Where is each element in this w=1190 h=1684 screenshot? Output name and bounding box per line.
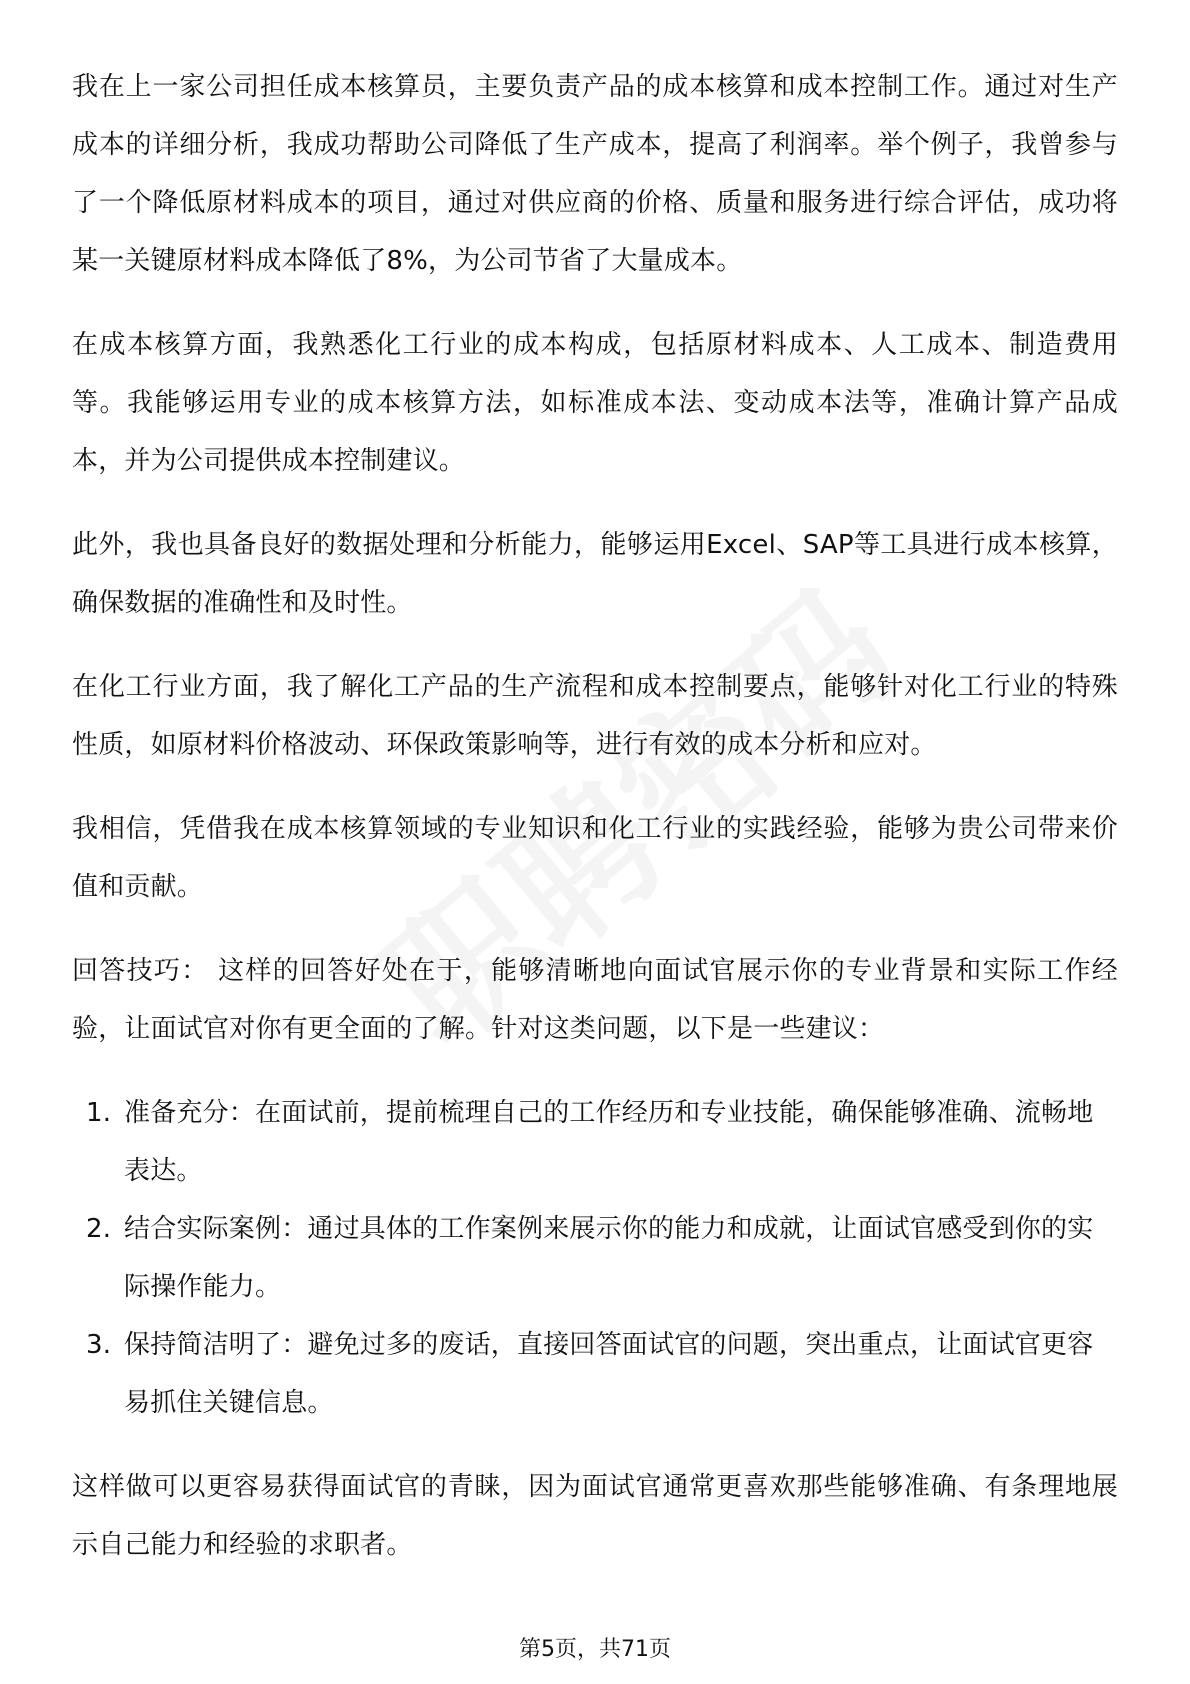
- paragraph-closing: 这样做可以更容易获得面试官的青睐，因为面试官通常更喜欢那些能够准确、有条理地展示自己能力和经验的求职者。: [72, 1472, 1118, 1560]
- paragraph-experience: 我在上一家公司担任成本核算员，主要负责产品的成本核算和成本控制工作。通过对生产成本的详细分析，我成功帮助公司降低了生产成本，提高了利润率。举个例子，我曾参与了一个降低原材料成本的项目，通过对供应商的价格、质量和服务进行综合评估，成功将某一关键原材料成本降低了8%，为公司节省了大量成本。: [72, 72, 1118, 276]
- paragraph-data-skills: 此外，我也具备良好的数据处理和分析能力，能够运用Excel、SAP等工具进行成本核算，确保数据的准确性和及时性。: [72, 530, 1118, 618]
- list-item-number: 3.: [86, 1330, 112, 1360]
- list-item-number: 1.: [86, 1098, 112, 1128]
- paragraph-answer-tips: 回答技巧： 这样的回答好处在于，能够清晰地向面试官展示你的专业背景和实际工作经验，让面试官对你有更全面的了解。针对这类问题，以下是一些建议：: [72, 956, 1118, 1044]
- tips-list: [72, 1084, 1118, 1432]
- list-item-text: 结合实际案例：通过具体的工作案例来展示你的能力和成就，让面试官感受到你的实际操作能力。: [124, 1214, 1094, 1302]
- page-footer: 第5页，共71页: [519, 1637, 671, 1662]
- list-item-text: 准备充分：在面试前，提前梳理自己的工作经历和专业技能，确保能够准确、流畅地表达。: [124, 1098, 1094, 1186]
- list-item: [72, 1316, 1118, 1432]
- list-item: [72, 1084, 1118, 1200]
- list-item-number: 2.: [86, 1214, 112, 1244]
- list-item: [72, 1200, 1118, 1316]
- paragraph-conclusion: 我相信，凭借我在成本核算领域的专业知识和化工行业的实践经验，能够为贵公司带来价值和贡献。: [72, 814, 1118, 902]
- paragraph-cost-accounting: 在成本核算方面，我熟悉化工行业的成本构成，包括原材料成本、人工成本、制造费用等。我能够运用专业的成本核算方法，如标准成本法、变动成本法等，准确计算产品成本，并为公司提供成本控制建议。: [72, 330, 1118, 476]
- list-item-text: 保持简洁明了：避免过多的废话，直接回答面试官的问题，突出重点，让面试官更容易抓住关键信息。: [124, 1330, 1094, 1418]
- paragraph-industry: 在化工行业方面，我了解化工产品的生产流程和成本控制要点，能够针对化工行业的特殊性质，如原材料价格波动、环保政策影响等，进行有效的成本分析和应对。: [72, 672, 1118, 760]
- document-body: [72, 58, 1118, 1600]
